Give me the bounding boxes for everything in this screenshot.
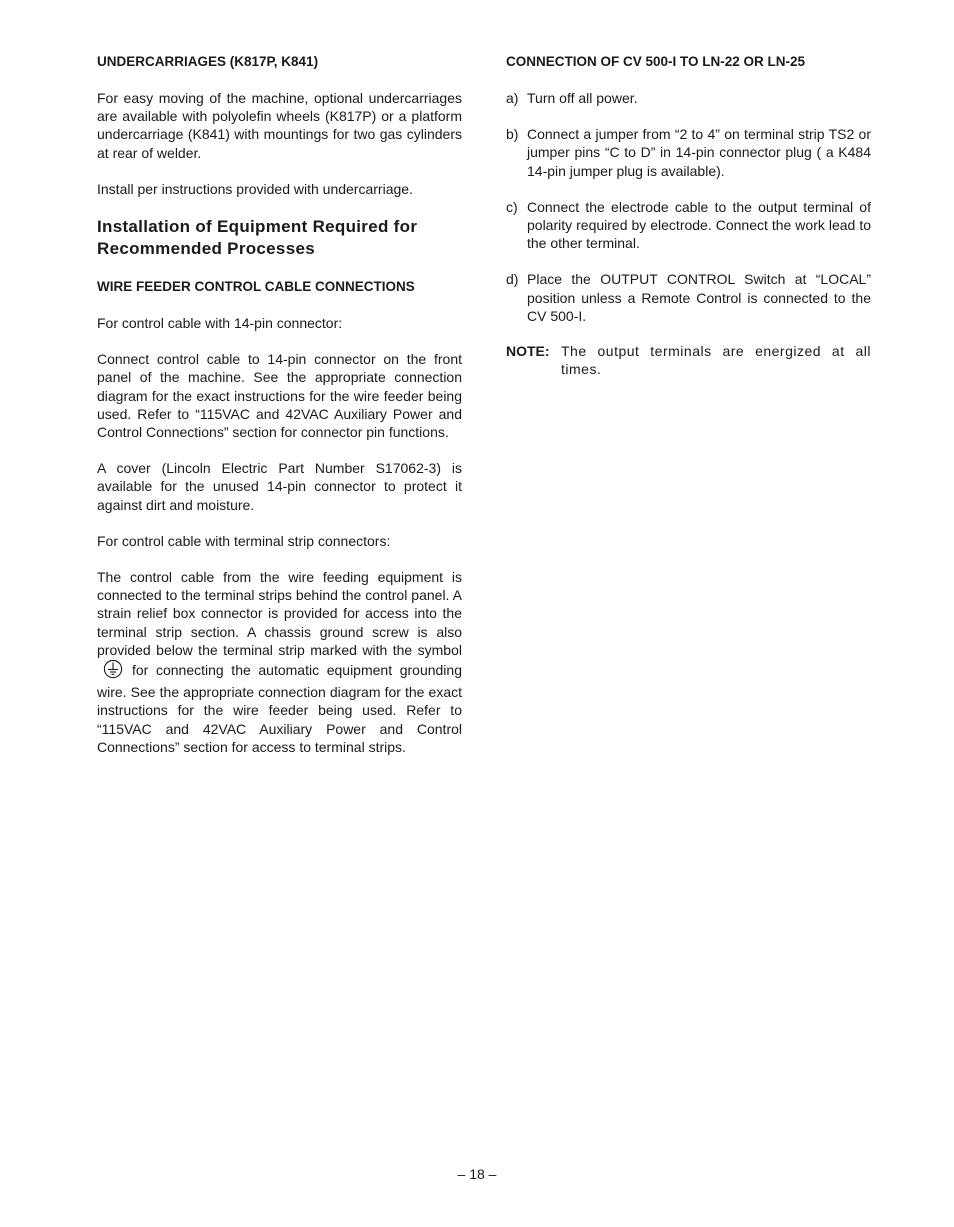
wire-feeder-paragraph-1: For control cable with 14-pin connector: [97, 315, 343, 332]
wire-feeder-paragraph-5 [97, 568, 462, 756]
note-text: The output terminals are energized at all times. [561, 343, 871, 378]
wire-feeder-paragraph-2: Connect control cable to 14-pin connector on the front panel of the machine. See the appropriate connection diagram for the exact instructions for the wire feeder being used. Refer to “115VAC and 42VAC Auxiliary Power and Control Connections” section for connector pin functions. [97, 351, 462, 441]
step-b-label: b) [506, 126, 519, 143]
wire-feeder-heading: WIRE FEEDER CONTROL CABLE CONNECTIONS [97, 279, 415, 295]
step-a [506, 89, 871, 107]
wire-feeder-paragraph-4: For control cable with terminal strip connectors: [97, 532, 391, 549]
ground-symbol-icon [103, 659, 123, 683]
step-c-label: c) [506, 198, 518, 215]
step-a-text: Turn off all power. [527, 90, 638, 106]
step-b-text: Connect a jumper from “2 to 4” on terminal strip TS2 or jumper pins “C to D” in 14-pin connector plug ( a K484 14-pin jumper plug is available). [527, 126, 871, 179]
right-column [506, 53, 871, 378]
step-c [506, 198, 871, 253]
step-d [506, 270, 871, 325]
step-c-text: Connect the electrode cable to the output terminal of polarity required by electrode. Connect the work lead to the other terminal. [527, 198, 871, 252]
installation-heading: Installation of Equipment Required for Recommended Processes [97, 217, 418, 259]
step-d-text: Place the OUTPUT CONTROL Switch at “LOCAL” position unless a Remote Control is connected to the CV 500-I. [527, 271, 871, 324]
left-column [97, 53, 462, 774]
wire-feeder-paragraph-5-part-a: The control cable from the wire feeding equipment is connected to the terminal strips behind the control panel. A strain relief box connector is provided for access into the terminal strip section. A chassis ground screw is also provided below the terminal strip marked with the symbol [97, 569, 462, 658]
page-number: – 18 – [457, 1166, 497, 1182]
note-label: NOTE: [506, 343, 550, 360]
wire-feeder-paragraph-3: A cover (Lincoln Electric Part Number S17062-3) is available for the unused 14-pin connector to protect it against dirt and moisture. [97, 460, 462, 513]
step-b [506, 125, 871, 180]
step-d-label: d) [506, 271, 519, 288]
undercarriages-heading: UNDERCARRIAGES (K817P, K841) [97, 54, 319, 69]
wire-feeder-paragraph-5-part-b: for connecting the automatic equipment grounding wire. See the appropriate connection diagram for the exact instructions for the wire feeder being used. Refer to “115VAC and 42VAC Auxiliary Power and Control Connections” section for access to terminal strips. [97, 662, 462, 755]
connection-heading: CONNECTION OF CV 500-I TO LN-22 OR LN-25 [506, 54, 806, 69]
undercarriages-install-paragraph: Install per instructions provided with undercarriage. [97, 180, 413, 197]
undercarriages-paragraph: For easy moving of the machine, optional undercarriages are available with polyolefin wheels (K817P) or a platform undercarriage (K841) with mountings for two gas cylinders at rear of welder. [97, 90, 462, 161]
step-a-label: a) [506, 90, 519, 106]
note [506, 342, 871, 378]
